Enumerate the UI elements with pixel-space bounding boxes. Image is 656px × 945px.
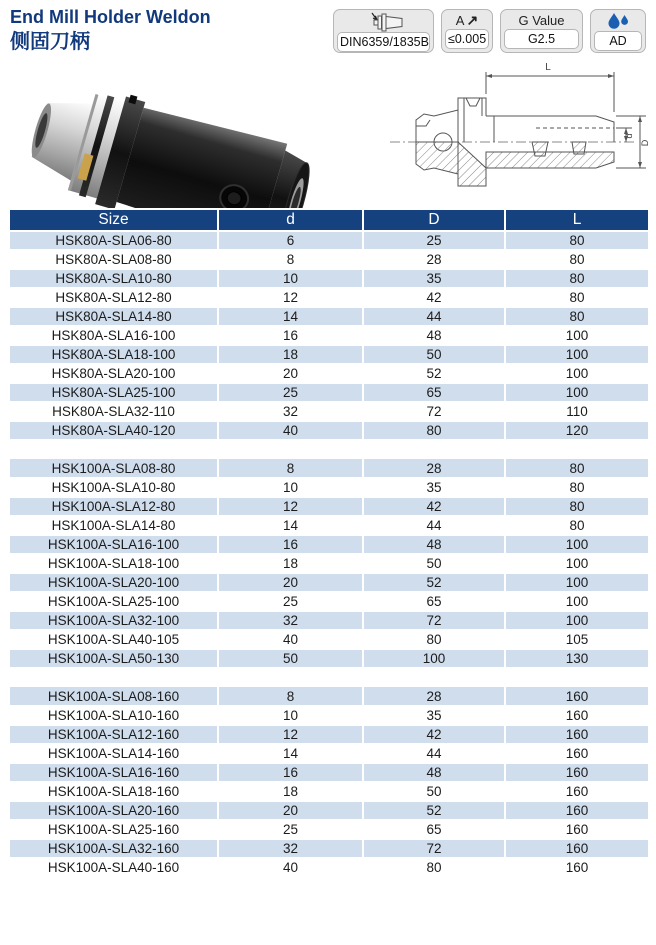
badge-balance-value: G2.5: [504, 29, 579, 49]
cell-value: 35: [363, 478, 505, 497]
cell-value: 14: [218, 516, 363, 535]
cell-size: HSK100A-SLA20-100: [10, 573, 218, 592]
cell-value: 160: [505, 839, 648, 858]
badge-accuracy-label: A: [455, 13, 465, 28]
table-row: [10, 364, 648, 383]
cell-value: 50: [218, 649, 363, 668]
cell-value: 16: [218, 763, 363, 782]
cell-value: 65: [363, 383, 505, 402]
cell-value: 65: [363, 592, 505, 611]
cell-value: 80: [505, 459, 648, 478]
table-row: [10, 763, 648, 782]
cell-value: 160: [505, 725, 648, 744]
table-row: [10, 649, 648, 668]
cell-value: 160: [505, 858, 648, 877]
badge-accuracy-value: ≤0.005: [445, 29, 489, 49]
cell-size: HSK80A-SLA16-100: [10, 326, 218, 345]
cell-value: 80: [505, 288, 648, 307]
table-row: [10, 592, 648, 611]
cell-value: 25: [218, 820, 363, 839]
table-row: [10, 535, 648, 554]
cell-value: 80: [505, 497, 648, 516]
cell-value: 48: [363, 763, 505, 782]
table-row: [10, 478, 648, 497]
cell-value: 100: [505, 364, 648, 383]
table-row: [10, 326, 648, 345]
cell-value: 160: [505, 706, 648, 725]
page-title-block: [10, 6, 211, 55]
table-row: [10, 383, 648, 402]
product-photo: [8, 60, 330, 213]
cell-size: HSK100A-SLA12-80: [10, 497, 218, 516]
spec-table: [10, 210, 648, 878]
cell-value: 12: [218, 725, 363, 744]
cell-value: 10: [218, 269, 363, 288]
cell-value: 100: [505, 326, 648, 345]
cell-value: 160: [505, 801, 648, 820]
table-spacer-row: [10, 668, 648, 687]
cell-value: 42: [363, 497, 505, 516]
cell-size: HSK100A-SLA20-160: [10, 801, 218, 820]
table-row: [10, 516, 648, 535]
cell-size: HSK100A-SLA18-100: [10, 554, 218, 573]
cell-value: 80: [505, 231, 648, 250]
cell-value: 65: [363, 820, 505, 839]
cell-value: 10: [218, 478, 363, 497]
cell-value: 28: [363, 459, 505, 478]
cell-value: 20: [218, 801, 363, 820]
badge-coolant-value: AD: [594, 31, 642, 51]
cell-size: HSK80A-SLA14-80: [10, 307, 218, 326]
badge-standard-value: DIN6359/1835B: [337, 32, 430, 52]
cell-value: 105: [505, 630, 648, 649]
column-header-L: L: [505, 210, 648, 231]
table-row: [10, 307, 648, 326]
cell-size: HSK100A-SLA14-80: [10, 516, 218, 535]
cell-value: 80: [363, 630, 505, 649]
cell-value: 100: [505, 611, 648, 630]
cell-size: HSK100A-SLA50-130: [10, 649, 218, 668]
cell-value: 80: [505, 269, 648, 288]
cell-value: 80: [505, 516, 648, 535]
cell-size: HSK100A-SLA10-80: [10, 478, 218, 497]
cell-value: 100: [363, 649, 505, 668]
cell-size: HSK100A-SLA12-160: [10, 725, 218, 744]
cell-value: 40: [218, 858, 363, 877]
cell-value: 14: [218, 307, 363, 326]
cell-size: HSK100A-SLA25-160: [10, 820, 218, 839]
column-header-D: D: [363, 210, 505, 231]
cell-value: 20: [218, 573, 363, 592]
cell-value: 72: [363, 839, 505, 858]
cell-value: 48: [363, 326, 505, 345]
cell-size: HSK100A-SLA40-160: [10, 858, 218, 877]
cell-value: 72: [363, 402, 505, 421]
table-row: [10, 630, 648, 649]
table-row: [10, 402, 648, 421]
cell-value: 42: [363, 288, 505, 307]
spec-table-body: [10, 231, 648, 877]
cell-value: 16: [218, 535, 363, 554]
cell-value: 12: [218, 288, 363, 307]
table-row: [10, 459, 648, 478]
cell-value: 100: [505, 554, 648, 573]
dim-label-L: L: [545, 62, 551, 73]
ne-arrow-glyph: ↗: [466, 12, 479, 28]
cell-size: HSK80A-SLA06-80: [10, 231, 218, 250]
table-row: [10, 611, 648, 630]
cell-value: 18: [218, 554, 363, 573]
table-row: [10, 345, 648, 364]
table-row: [10, 288, 648, 307]
cell-value: 80: [363, 421, 505, 440]
cell-size: HSK100A-SLA10-160: [10, 706, 218, 725]
cell-value: 52: [363, 364, 505, 383]
cell-value: 25: [218, 592, 363, 611]
cell-value: 40: [218, 630, 363, 649]
cell-value: 42: [363, 725, 505, 744]
cell-value: 52: [363, 573, 505, 592]
table-spacer-row: [10, 440, 648, 459]
badge-balance-label: G Value: [518, 13, 565, 28]
cell-value: 160: [505, 820, 648, 839]
cell-value: 160: [505, 744, 648, 763]
cell-value: 28: [363, 687, 505, 706]
cell-value: 120: [505, 421, 648, 440]
cell-value: 110: [505, 402, 648, 421]
toolholder-runout-icon: [337, 12, 430, 32]
cell-value: 48: [363, 535, 505, 554]
table-row: [10, 231, 648, 250]
table-row: [10, 421, 648, 440]
cell-size: HSK80A-SLA18-100: [10, 345, 218, 364]
cell-value: 25: [363, 231, 505, 250]
table-row: [10, 573, 648, 592]
cell-size: HSK100A-SLA25-100: [10, 592, 218, 611]
cell-value: 130: [505, 649, 648, 668]
cell-size: HSK80A-SLA08-80: [10, 250, 218, 269]
cell-size: HSK100A-SLA08-160: [10, 687, 218, 706]
table-row: [10, 839, 648, 858]
cell-value: 25: [218, 383, 363, 402]
table-row: [10, 725, 648, 744]
badge-standard: [333, 9, 434, 53]
cell-value: 44: [363, 516, 505, 535]
cell-value: 80: [505, 250, 648, 269]
dim-label-d: d: [624, 133, 634, 139]
cell-value: 32: [218, 839, 363, 858]
cell-size: HSK80A-SLA32-110: [10, 402, 218, 421]
cell-value: 44: [363, 744, 505, 763]
table-row: [10, 744, 648, 763]
cell-size: HSK80A-SLA20-100: [10, 364, 218, 383]
cell-value: 50: [363, 345, 505, 364]
cell-value: 10: [218, 706, 363, 725]
cell-value: 28: [363, 250, 505, 269]
cell-value: 80: [505, 478, 648, 497]
column-header-d: d: [218, 210, 363, 231]
cell-size: HSK100A-SLA18-160: [10, 782, 218, 801]
cell-size: HSK80A-SLA10-80: [10, 269, 218, 288]
table-row: [10, 269, 648, 288]
cell-value: 40: [218, 421, 363, 440]
page-title-zh: 侧固刀柄: [10, 30, 90, 53]
cell-value: 14: [218, 744, 363, 763]
table-row: [10, 801, 648, 820]
cell-value: 100: [505, 535, 648, 554]
table-row: [10, 782, 648, 801]
technical-drawing: [386, 56, 650, 213]
cell-value: 18: [218, 345, 363, 364]
badge-accuracy: [441, 9, 493, 53]
table-row: [10, 820, 648, 839]
table-row: [10, 687, 648, 706]
table-row: [10, 554, 648, 573]
cell-value: 72: [363, 611, 505, 630]
cell-value: 80: [505, 307, 648, 326]
cell-value: 6: [218, 231, 363, 250]
cell-value: 160: [505, 763, 648, 782]
badge-balance: [500, 9, 583, 53]
badge-coolant: [590, 9, 646, 53]
cell-value: 18: [218, 782, 363, 801]
cell-value: 32: [218, 611, 363, 630]
table-row: [10, 497, 648, 516]
cell-value: 8: [218, 250, 363, 269]
table-row: [10, 858, 648, 877]
cell-value: 35: [363, 269, 505, 288]
coolant-drops-icon: [594, 12, 642, 31]
dim-label-D: D: [640, 139, 650, 147]
cell-size: HSK100A-SLA08-80: [10, 459, 218, 478]
cell-value: 80: [363, 858, 505, 877]
cell-size: HSK80A-SLA25-100: [10, 383, 218, 402]
page-title-en: End Mill Holder Weldon: [10, 7, 211, 27]
cell-value: 20: [218, 364, 363, 383]
cell-value: 160: [505, 687, 648, 706]
cell-size: HSK80A-SLA40-120: [10, 421, 218, 440]
cell-value: 100: [505, 345, 648, 364]
cell-value: 100: [505, 383, 648, 402]
cell-size: HSK100A-SLA16-100: [10, 535, 218, 554]
column-header-size: Size: [10, 210, 218, 231]
cell-value: 12: [218, 497, 363, 516]
cell-value: 52: [363, 801, 505, 820]
table-header-row: [10, 210, 648, 231]
cell-value: 100: [505, 592, 648, 611]
table-row: [10, 706, 648, 725]
cell-value: 8: [218, 459, 363, 478]
cell-value: 50: [363, 782, 505, 801]
cell-size: HSK80A-SLA12-80: [10, 288, 218, 307]
cell-value: 50: [363, 554, 505, 573]
cell-value: 8: [218, 687, 363, 706]
spec-badges: [333, 9, 646, 53]
table-row: [10, 250, 648, 269]
cell-value: 35: [363, 706, 505, 725]
cell-size: HSK100A-SLA40-105: [10, 630, 218, 649]
cell-size: HSK100A-SLA32-100: [10, 611, 218, 630]
cell-value: 16: [218, 326, 363, 345]
cell-value: 160: [505, 782, 648, 801]
cell-size: HSK100A-SLA16-160: [10, 763, 218, 782]
cell-size: HSK100A-SLA32-160: [10, 839, 218, 858]
arrow-ne-icon: [445, 12, 489, 29]
cell-size: HSK100A-SLA14-160: [10, 744, 218, 763]
cell-value: 100: [505, 573, 648, 592]
cell-value: 32: [218, 402, 363, 421]
cell-value: 44: [363, 307, 505, 326]
